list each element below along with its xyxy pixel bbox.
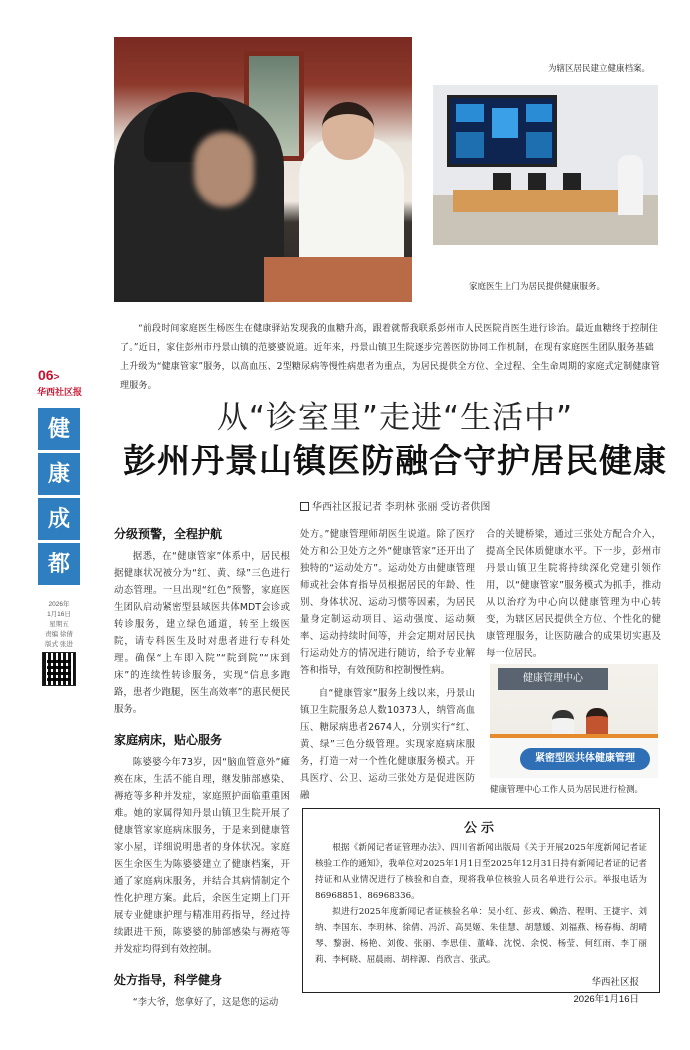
intro-paragraph: “前段时间家庭医生杨医生在健康驿站发现我的血糖升高，跟着就帮我联系彭州市人民医院肖医生进行诊治。最近血糖终于控制住了。”近日，家住彭州市丹景山镇的范婆婆说道。近年来，丹景山镇卫生院逐步完善医防协同工作机制，在现有家庭医生团队服务基础上升级为“健康管家”服务，以高血压、2型糖尿病等慢性病患者为重点，为居民提供全方位、全过程、全生命周期的家庭式定制健康管理服务。 bbox=[120, 324, 660, 391]
notice-title: 公示 bbox=[463, 820, 498, 835]
paragraph: 自“健康管家”服务上线以来，丹景山镇卫生院服务总人数10373人，纳管高血压、糖尿病患者2674人，分别实行“红、黄、绿”三色分级管理。实现家庭病床服务，打造一对一个性化健康服务模式。开具医疗、公卫、运动三张处方是促进医防融 bbox=[300, 688, 475, 801]
paragraph: “李大爷，您拿好了，这是您的运动 bbox=[132, 997, 279, 1008]
caption-main-photo: 家庭医生上门为居民提供健康服务。 bbox=[469, 282, 606, 292]
photo-monitor bbox=[493, 173, 511, 190]
photo-monitor bbox=[528, 173, 546, 190]
article-column-3 bbox=[486, 526, 661, 662]
section-title: 家庭病床，贴心服务 bbox=[114, 733, 223, 747]
paragraph: 陈婆婆今年73岁，因“脑血管意外”瘫痪在床，生活不能自理，继发肺部感染、褥疮等多种并发症，家庭照护面临重重困难。她的家属得知丹景山镇卫生院开展了健康管家家庭病床服务，于是来到健康管家小屋，详细说明患者的身体状况。家庭医生余医生为陈婆婆建立了健康档案，开通了家庭病床服务，并结合其病情制定个性化护理方案。此后，余医生定期上门开展专业健康护理与精准用药指导，经过持续跟进干预，陈婆婆的肺部感染与褥疮等并发症均得到有效控制。 bbox=[114, 757, 290, 955]
section-char-2: 康 bbox=[38, 453, 80, 495]
meta-weekday: 星期五 bbox=[49, 621, 69, 628]
byline-box-icon bbox=[300, 502, 309, 511]
meta-editor: 责编 徐倩 bbox=[45, 631, 73, 638]
article-column-1 bbox=[114, 524, 290, 1011]
page-arrow: > bbox=[53, 372, 60, 383]
main-photo bbox=[114, 37, 412, 302]
article-column-2 bbox=[300, 526, 475, 804]
issue-meta bbox=[30, 600, 88, 650]
section-title: 处方指导，科学健身 bbox=[114, 973, 223, 987]
meta-date: 1月16日 bbox=[47, 611, 71, 618]
photo-desk bbox=[453, 190, 643, 212]
paragraph: 合的关键桥梁，通过三张处方配合介入，提高全民体质健康水平。下一步，彭州市丹景山镇卫生院将持续深化党建引领作用，以“健康管家”服务模式为抓手，推动从以治疗为中心向以健康管理为中心转变，为辖区居民提供全方位、个性化的健康管理服务，让医防融合的成果切实惠及每一位居民。 bbox=[486, 529, 661, 659]
photo-dashboard-screen bbox=[447, 95, 557, 167]
notice-signature bbox=[315, 974, 647, 1008]
page-number bbox=[38, 367, 59, 383]
meta-year: 2026年 bbox=[48, 601, 70, 608]
paragraph: 处方。”健康管理师胡医生说道。除了医疗处方和公卫处方之外“健康管家”还开出了独特的“运动处方”。运动处方由健康管理师或社会体育指导员根据居民的年龄、性别、身体状况、运动习惯等因素，为居民量身定制运动项目、运动强度、运动频率、运动持续时间等，并会定期对居民执行运动处方的情况进行随访，给予专业解答和指导，有效预防和控制慢性病。 bbox=[300, 529, 475, 676]
byline bbox=[300, 498, 490, 513]
health-center-photo bbox=[490, 664, 658, 778]
notice-paragraph: 拟进行2025年度新闻记者证核验名单：吴小红、彭戎、赖浩、程明、王捷宇、刘纳、李国东、李玥林、徐倩、冯沂、高昊姬、朱佳慧、胡慧媛、刘福燕、杨春梅、胡晴琴、黎澍、杨艳、刘俊、张丽、李思佳、董峰、沈悦、余悦、杨莹、何红雨、李丁丽莉、李柯晓、屈晨雨、胡梓源、肖欣言、张武。 bbox=[315, 907, 647, 965]
notice-paragraph: 根据《新闻记者证管理办法》、四川省新闻出版局《关于开展2025年度新闻记者证核验工作的通知》，我单位对2025年1月1日至2025年12月31日持有新闻记者证的记者持证和从业情况进行了核验和自查，现将我单位核验人员名单进行公示。举报电话为86968851、86968336。 bbox=[315, 843, 647, 901]
section-char-4: 都 bbox=[38, 543, 80, 585]
section-char-1: 健 bbox=[38, 408, 80, 450]
notice-org: 华西社区报 bbox=[591, 977, 639, 988]
paragraph: 据悉，在“健康管家”体系中，居民根据健康状况被分为“红、黄、绿”三色进行动态管理。一旦出现“红色”预警，家庭医生团队启动紧密型县域医共体MDT会诊或转诊服务，建立绿色通道，转至上级医院，请专科医生及时对患者进行专科处理。确保“上车即入院”“院到院”“床到床”的连续性转诊服务，实现“信息多跑路，患者少跑腿，医生高效率”的惠民便民服务。 bbox=[114, 551, 290, 715]
public-notice bbox=[302, 808, 660, 1005]
byline-text: 华西社区报记者 李玥林 张丽 受访者供图 bbox=[312, 502, 491, 513]
photo-blurred-face bbox=[194, 132, 254, 207]
photo-doctor-head bbox=[322, 102, 374, 160]
caption-top-right: 为辖区居民建立健康档案。 bbox=[548, 64, 651, 74]
photo-monitor bbox=[563, 173, 581, 190]
caption-wide-photo: 健康管理中心工作人员为居民进行检测。 bbox=[490, 785, 644, 795]
headline-line2: 彭州丹景山镇医防融合守护居民健康 bbox=[123, 441, 667, 480]
page-number-text: 06 bbox=[38, 367, 54, 383]
photo-counter-band: 紧密型医共体健康管理 bbox=[520, 748, 650, 770]
rail-brand: 华西社区报 bbox=[37, 387, 83, 397]
notice-date: 2026年1月16日 bbox=[573, 994, 639, 1005]
photo-table bbox=[264, 257, 412, 302]
section-char-3: 成 bbox=[38, 498, 80, 540]
photo-staff bbox=[618, 155, 643, 215]
office-photo bbox=[433, 85, 658, 245]
headline bbox=[100, 398, 690, 484]
meta-layout: 版式 张进 bbox=[45, 641, 73, 648]
qr-code-icon[interactable] bbox=[42, 652, 76, 686]
section-title: 分级预警，全程护航 bbox=[114, 527, 223, 541]
photo-center-sign: 健康管理中心 bbox=[498, 668, 608, 690]
headline-line1: 从“诊室里”走进“生活中” bbox=[216, 400, 574, 436]
